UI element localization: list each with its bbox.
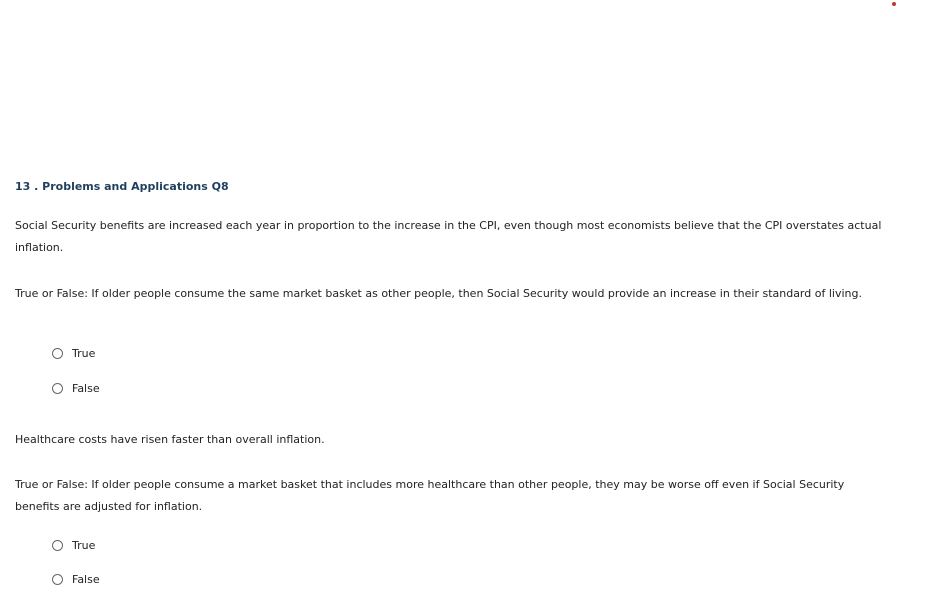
part1-option-true[interactable] [52, 347, 95, 360]
part1-prompt: True or False: If older people consume the same market basket as other people, then Social Security would provide an increase in their standard of living. [15, 287, 862, 300]
radio-button-icon[interactable] [52, 383, 63, 394]
part1-option-false[interactable] [52, 382, 100, 395]
option-label: False [72, 573, 100, 586]
question-intro: Social Security benefits are increased each year in proportion to the increase in the CPI, even though most economists believe that the CPI overstates actual inflation. [15, 219, 882, 254]
option-label: True [72, 539, 96, 552]
part2-prompt: True or False: If older people consume a market basket that includes more healthcare than other people, they may be worse off even if Social Security benefits are adjusted for inflation. [15, 478, 845, 513]
radio-button-icon[interactable] [52, 574, 63, 585]
radio-button-icon[interactable] [52, 540, 63, 551]
option-label: True [72, 347, 96, 360]
status-indicator-dot [892, 2, 896, 6]
radio-button-icon[interactable] [52, 348, 63, 359]
part2-option-false[interactable] [52, 573, 100, 586]
part2-option-true[interactable] [52, 539, 95, 552]
part2-context: Healthcare costs have risen faster than overall inflation. [15, 433, 325, 446]
question-heading: 13 . Problems and Applications Q8 [15, 180, 229, 193]
option-label: False [72, 382, 100, 395]
